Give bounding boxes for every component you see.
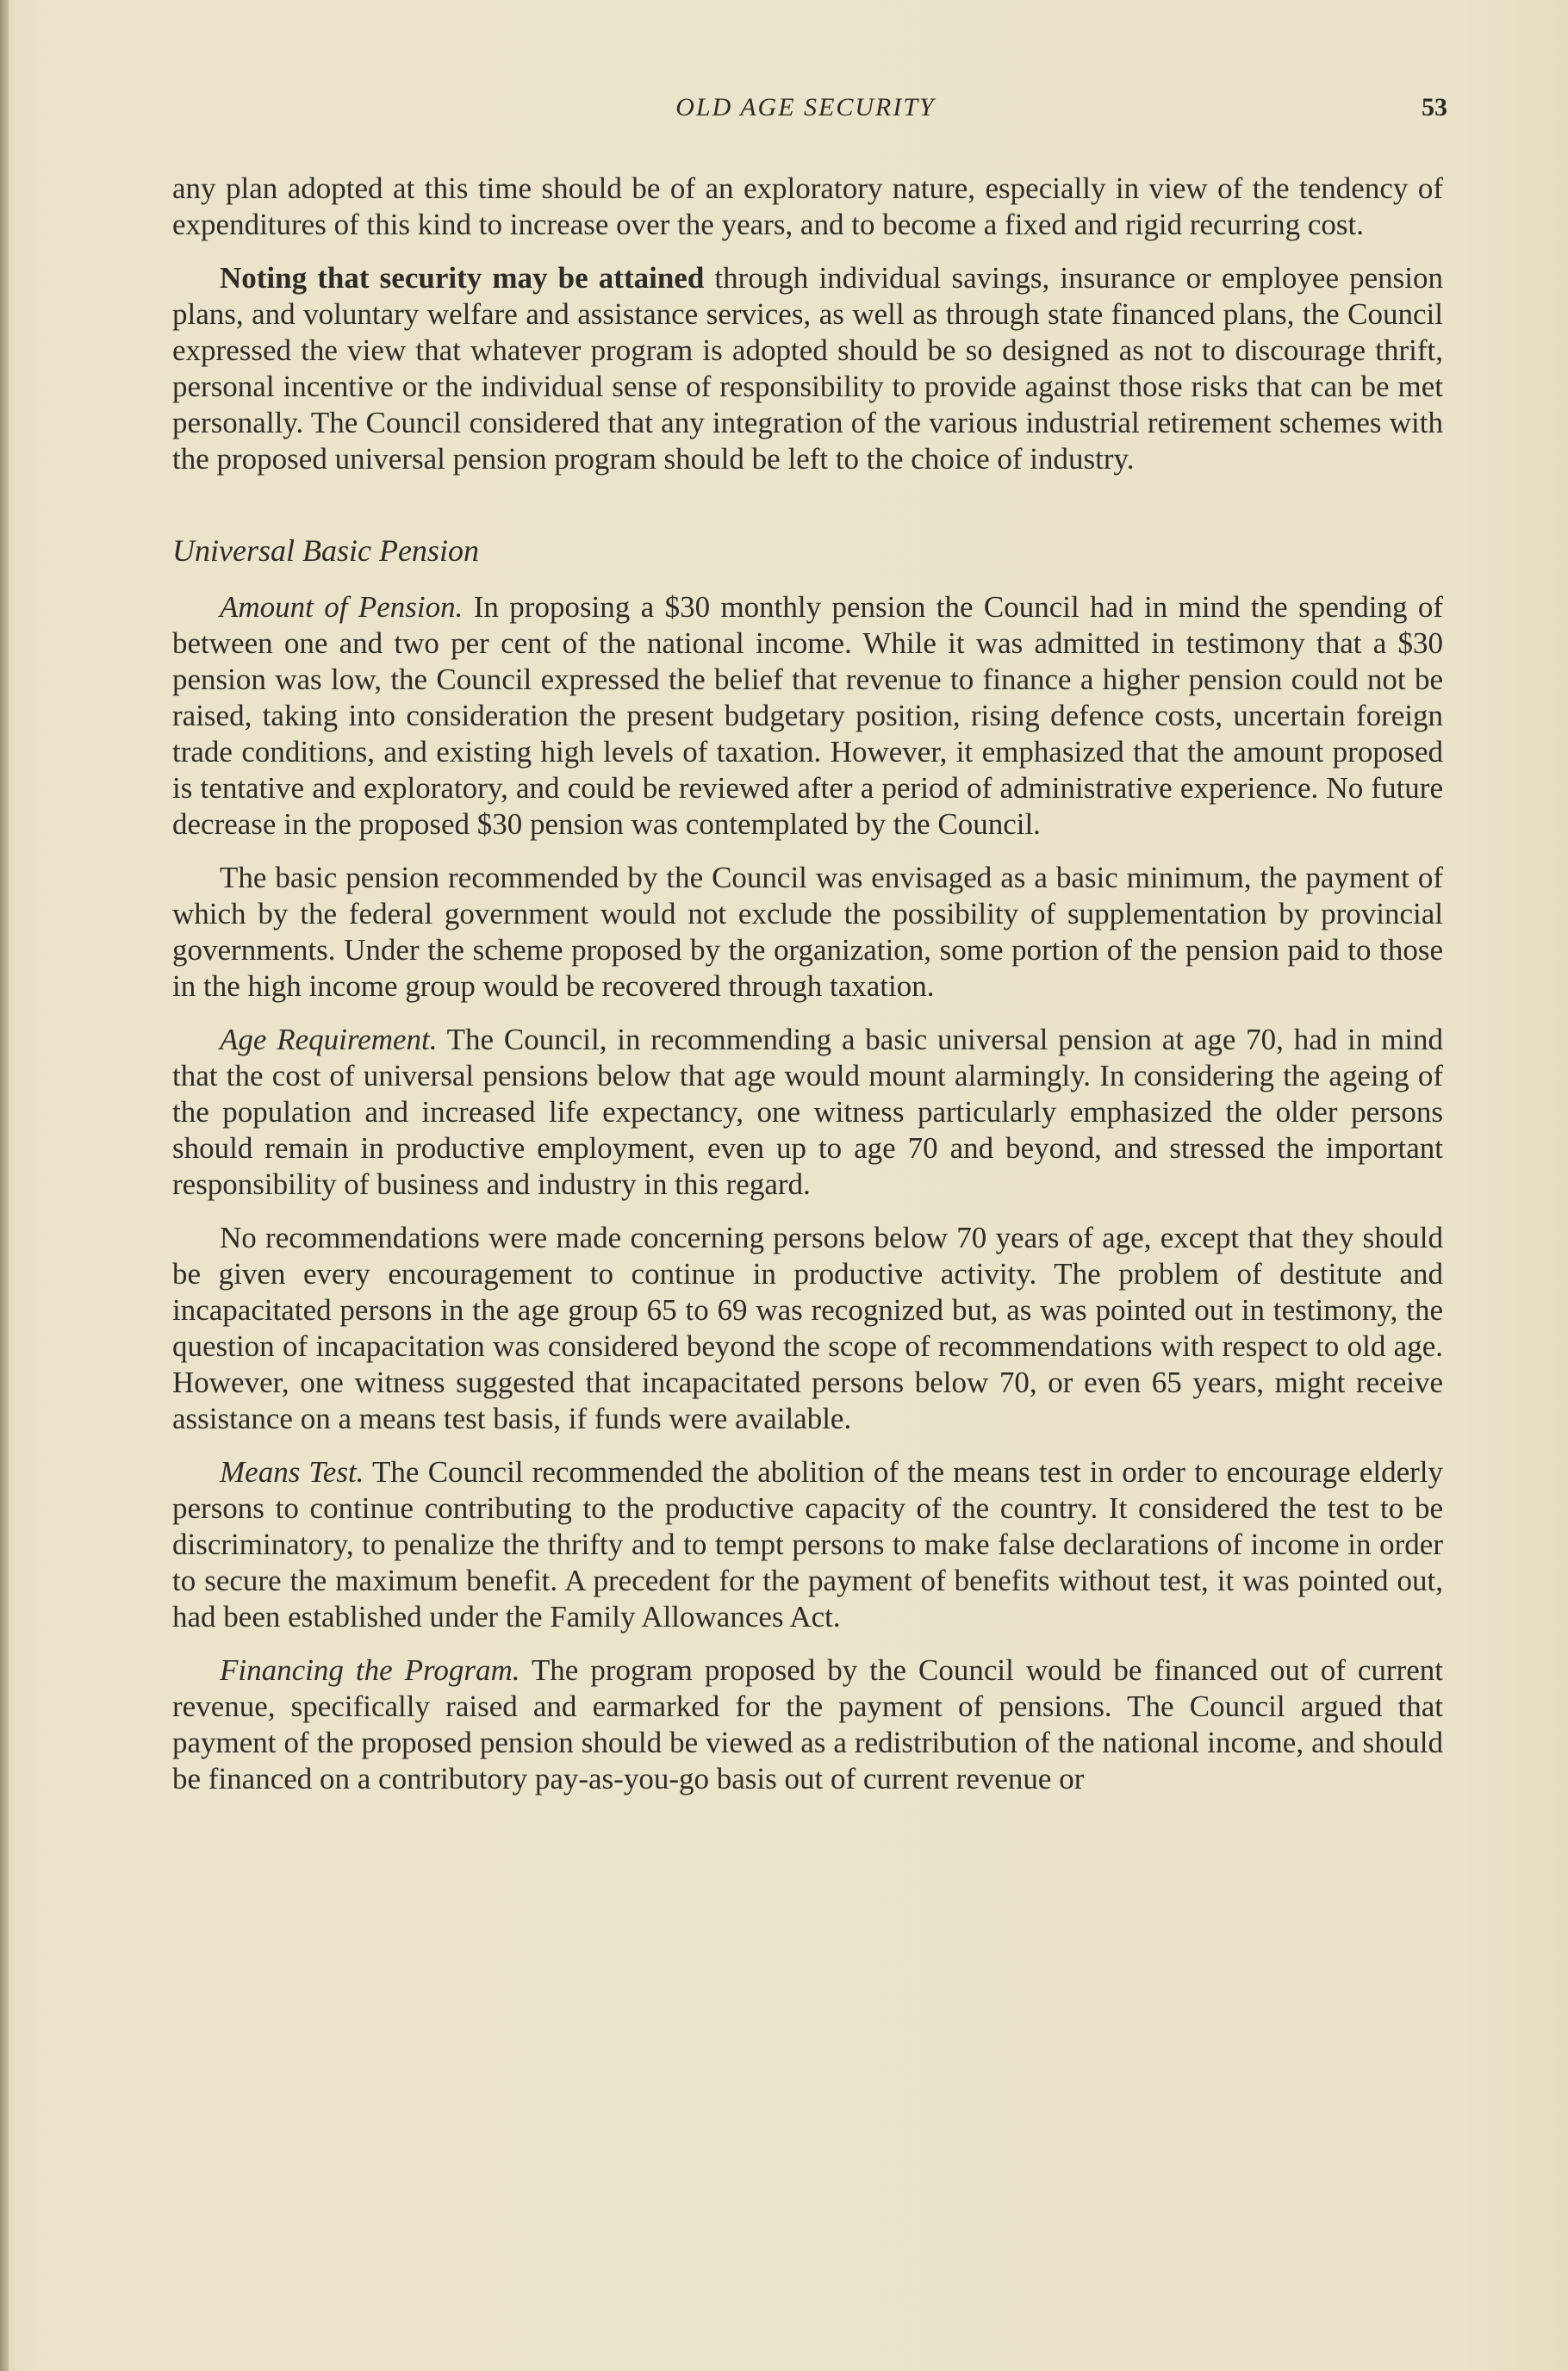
paragraph-amount-of-pension: [172, 589, 1443, 843]
paragraph-text: The Council, in recommending a basic universal pension at age 70, had in mind that the cost of universal pensions below that age would mount alarmingly. In considering the ageing of the population and increased life expectancy, one witness particularly emphasized the older persons should remain in productive employment, even up to age 70 and beyond, and stressed the important responsibility of business and industry in this regard.: [172, 1023, 1444, 1201]
paragraph-lead: Noting that security may be attained: [220, 261, 705, 295]
page-number: 53: [1422, 93, 1447, 121]
paragraph-text: The Council recommended the abolition of the means test in order to encourage elderly persons to continue contributing to the productive capacity of the country. It considered the test to be discriminatory, to penalize the thrifty and to tempt persons to make false declarations of income in order to secure the maximum benefit. A precedent for the payment of benefits without test, it was pointed out, had been established under the Family Allowances Act.: [172, 1455, 1443, 1634]
run-in-heading: Amount of Pension.: [220, 590, 464, 624]
paragraph-text: through individual savings, insurance or employee pension plans, and voluntary welfare and assistance services, as well as through state financed plans, the Council expressed the view that whatever program is adopted should be so designed as not to discourage thrift, personal incentive or the individual sense of responsibility to provide against those risks that can be met personally. The Council considered that any integration of the various industrial retirement schemes with the proposed universal pension program should be left to the choice of industry.: [172, 261, 1443, 476]
running-title: OLD AGE SECURITY: [675, 93, 936, 121]
paragraph-no-recommendations: No recommendations were made concerning persons below 70 years of age, except that they should be given every encouragement to continue in productive activity. The problem of destitute and incapacitated persons in the age group 65 to 69 was recognized but, as was pointed out in testimony, the question of incapacitation was considered beyond the scope of recommendations with respect to old age. However, one witness suggested that incapacitated persons below 70, or even 65 years, might receive assistance on a means test basis, if funds were available.: [172, 1221, 1443, 1435]
run-in-heading: Means Test.: [220, 1455, 364, 1489]
run-in-heading: Financing the Program.: [220, 1653, 520, 1687]
page-gutter-shadow: [0, 0, 9, 2371]
paragraph-continuation: any plan adopted at this time should be of an exploratory nature, especially in view of the tendency of expenditures of this kind to increase over the years, and to become a fixed and rigid recurring cost.: [172, 171, 1443, 241]
body-text: [172, 171, 1443, 1814]
paragraph-financing: [172, 1652, 1443, 1797]
paragraph-noting-security: [172, 260, 1443, 477]
paragraph-text: The program proposed by the Council would be financed out of current revenue, specifically raised and earmarked for the payment of pensions. The Council argued that payment of the proposed pension should be viewed as a redistribution of the national income, and should be financed on a contributory pay-as-you-go basis out of current revenue or: [172, 1653, 1444, 1795]
paragraph-means-test: [172, 1454, 1443, 1635]
paragraph-age-requirement: [172, 1022, 1443, 1203]
run-in-heading: Age Requirement.: [220, 1023, 438, 1056]
paragraph-basic-pension: The basic pension recommended by the Council was envisaged as a basic minimum, the payment of which by the federal government would not exclude the possibility of supplementation by provincial governments. Under the scheme proposed by the organization, some portion of the pension paid to those in the high income group would be recovered through taxation.: [172, 861, 1443, 1003]
section-heading: Universal Basic Pension: [172, 533, 479, 568]
paragraph-text: In proposing a $30 monthly pension the Council had in mind the spending of between one and two per cent of the national income. While it was admitted in testimony that a $30 pension was low, the Council expressed the belief that revenue to finance a higher pension could not be raised, taking into consideration the present budgetary position, rising defence costs, uncertain foreign trade conditions, and existing high levels of taxation. However, it emphasized that the amount proposed is tentative and exploratory, and could be reviewed after a period of administrative experience. No future decrease in the proposed $30 pension was contemplated by the Council.: [172, 590, 1443, 841]
running-head: [129, 93, 1482, 136]
